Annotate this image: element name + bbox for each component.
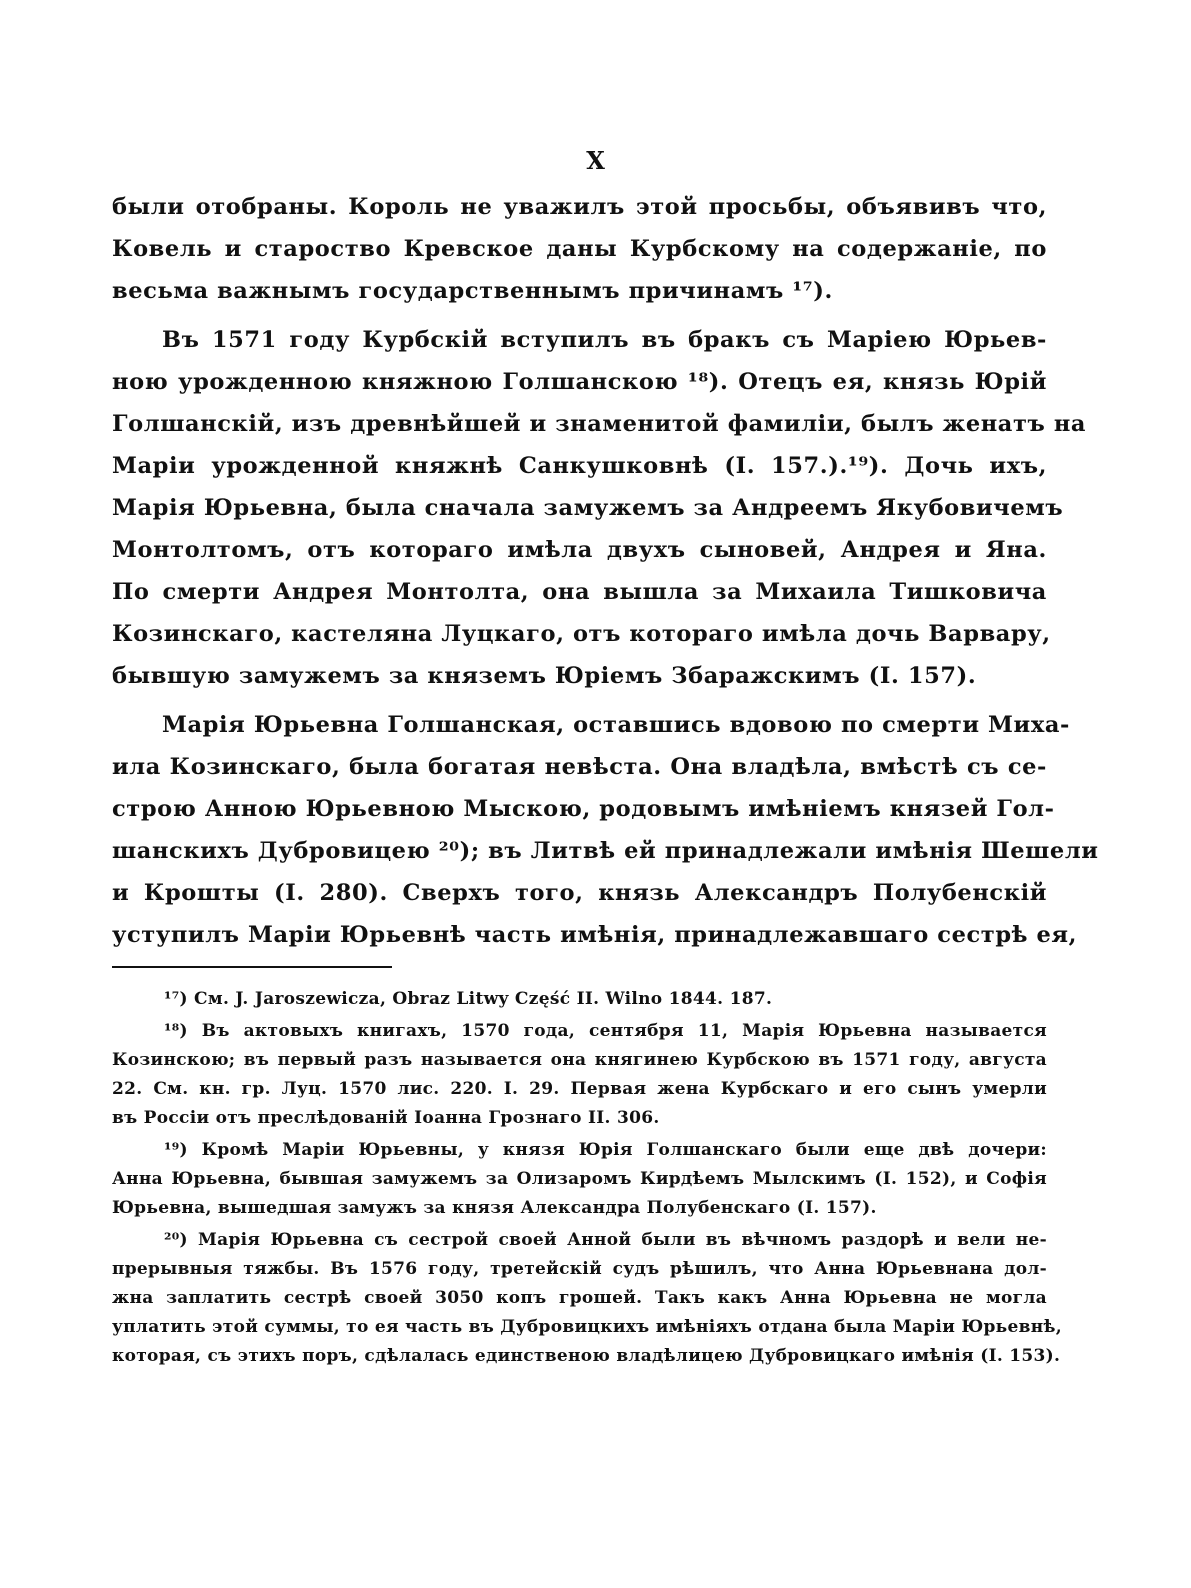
text-line: ною урожденною княжною Голшанскою ¹⁸). Отецъ ея, князь Юрій [112,369,1047,395]
footnote-line: прерывныя тяжбы. Въ 1576 году, третейскій судъ рѣшилъ, что Анна Юрьевнана дол- [112,1259,1047,1279]
text-line: строю Анною Юрьевною Мыскою, родовымъ имѣніемъ князей Гол- [112,796,1055,822]
text-line: весьма важнымъ государственнымъ причинамъ ¹⁷). [112,278,833,304]
main-text [112,186,1099,956]
text-line: Козинскаго, кастеляна Луцкаго, отъ котораго имѣла дочь Варвару, [112,621,1051,647]
footnote-line: ¹⁷) См. J. Jaroszewicza, Obraz Litwy Część II. Wilno 1844. 187. [164,989,773,1009]
text-line: Марія Юрьевна Голшанская, оставшись вдовою по смерти Миха- [162,712,1070,738]
text-line: Голшанскій, изъ древнѣйшей и знаменитой фамиліи, былъ женатъ на [112,411,1087,437]
text-line: Въ 1571 году Курбскій вступилъ въ бракъ съ Маріею Юрьев- [162,327,1047,353]
text-line: Монтолтомъ, отъ котораго имѣла двухъ сыновей, Андрея и Яна. [112,537,1047,563]
page-number: X [586,146,605,175]
footnote-line: въ Россіи отъ преслѣдованій Іоанна Грознаго II. 306. [112,1108,660,1128]
footnote-line: которая, съ этихъ поръ, сдѣлалась единственою владѣлицею Дубровицкаго имѣнія (I. 153). [112,1346,1061,1366]
footnote-line: жна заплатить сестрѣ своей 3050 копъ грошей. Такъ какъ Анна Юрьевна не могла [112,1288,1047,1308]
footnote-line: Анна Юрьевна, бывшая замужемъ за Олизаромъ Кирдѣемъ Мылскимъ (I. 152), и Софія [112,1169,1047,1189]
footnotes [112,985,1062,1371]
text-line: ила Козинскаго, была богатая невѣста. Она владѣла, вмѣстѣ съ се- [112,754,1047,780]
text-line: По смерти Андрея Монтолта, она вышла за Михаила Тишковича [112,579,1047,605]
footnote-line: 22. См. кн. гр. Луц. 1570 лис. 220. I. 29. Первая жена Курбскаго и его сынъ умерли [112,1079,1047,1099]
text-line: Маріи урожденной княжнѣ Санкушковнѣ (I. 157.).¹⁹). Дочь ихъ, [112,453,1047,479]
footnote-line: уплатить этой суммы, то ея часть въ Дубровицкихъ имѣніяхъ отдана была Маріи Юрьевнѣ, [112,1317,1062,1337]
text-line: уступилъ Маріи Юрьевнѣ часть имѣнія, принадлежавшаго сестрѣ ея, [112,922,1078,948]
footnote-line: ²⁰) Марія Юрьевна съ сестрой своей Анной были въ вѣчномъ раздорѣ и вели не- [164,1230,1047,1250]
text-line: и Крошты (I. 280). Сверхъ того, князь Александръ Полубенскій [112,880,1047,906]
text-line: были отобраны. Король не уважилъ этой просьбы, объявивъ что, [112,194,1047,220]
footnote-line: Козинскою; въ первый разъ называется она княгинею Курбскою въ 1571 году, августа [112,1050,1047,1070]
footnote-divider [112,966,392,968]
text-line: Марія Юрьевна, была сначала замужемъ за Андреемъ Якубовичемъ [112,495,1064,521]
footnote-line: Юрьевна, вышедшая замужъ за князя Александра Полубенскаго (I. 157). [112,1198,877,1218]
text-line: Ковель и староство Кревское даны Курбскому на содержаніе, по [112,236,1047,262]
text-line: шанскихъ Дубровицею ²⁰); въ Литвѣ ей принадлежали имѣнія Шешели [112,838,1099,864]
footnote-line: ¹⁹) Кромѣ Маріи Юрьевны, у князя Юрія Голшанскаго были еще двѣ дочери: [164,1140,1047,1160]
text-line: бывшую замужемъ за княземъ Юріемъ Збаражскимъ (I. 157). [112,663,977,689]
footnote-line: ¹⁸) Въ актовыхъ книгахъ, 1570 года, сентября 11, Марія Юрьевна называется [164,1021,1047,1041]
